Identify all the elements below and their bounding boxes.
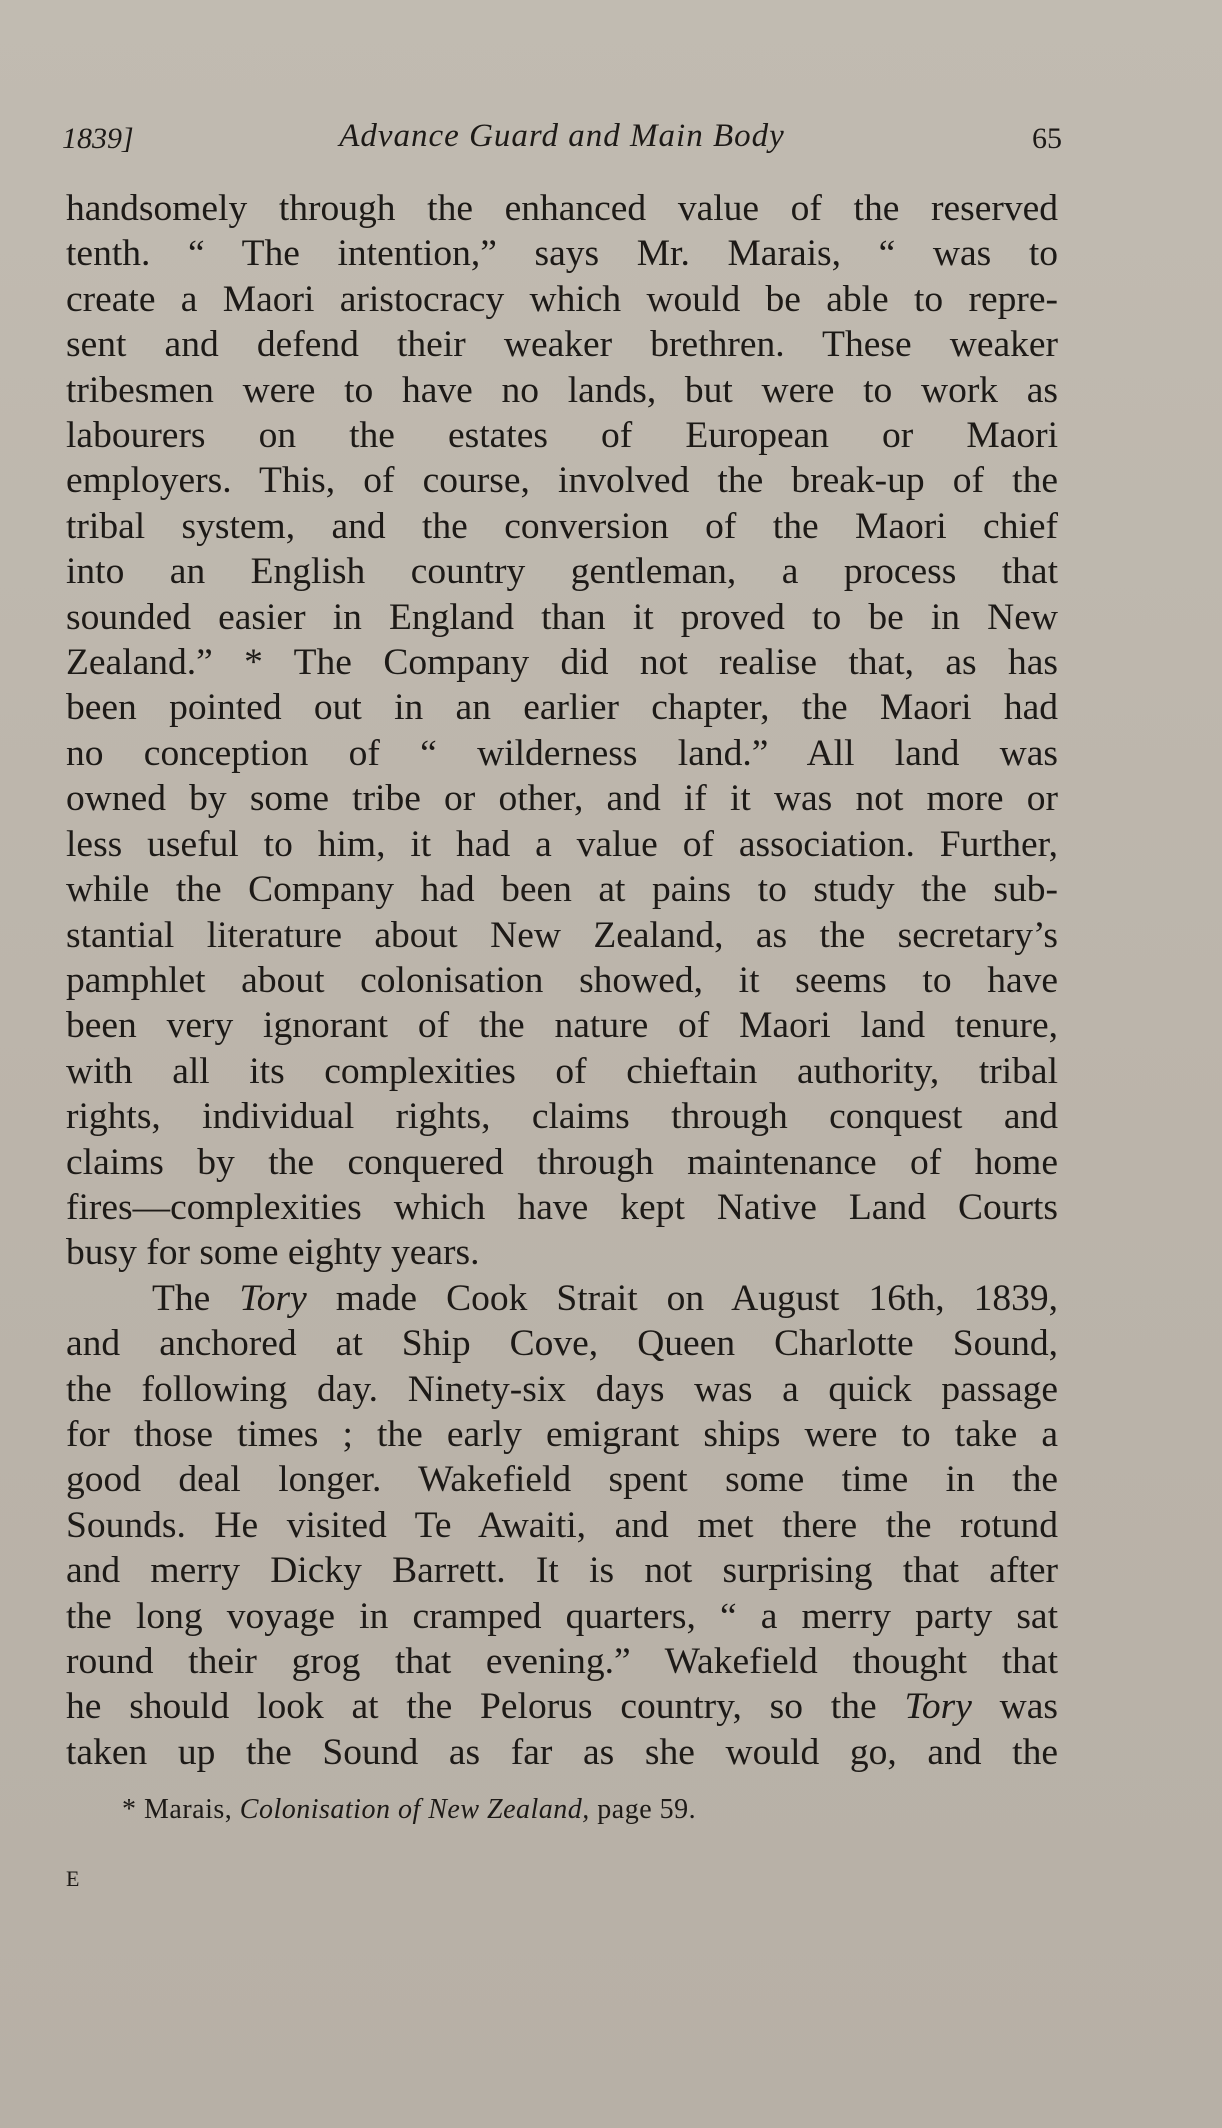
text-line: been very ignorant of the nature of Maori land tenure, (66, 1005, 1058, 1047)
running-head (62, 118, 1062, 168)
text-line (66, 1684, 1058, 1729)
text-line: owned by some tribe or other, and if it was not more or (66, 778, 1058, 820)
text-line: tenth. “ The intention,” says Mr. Marais, “ was to (66, 233, 1058, 275)
text-run: The (152, 1277, 240, 1319)
footnote (122, 1794, 696, 1826)
text-line: Zealand.” * The Company did not realise that, as has (66, 642, 1058, 684)
text-line: claims by the conquered through maintenance of home (66, 1141, 1058, 1183)
text-line (66, 1457, 1058, 1502)
text-line (66, 1730, 1058, 1775)
text-line: fires—complexities which have kept Native Land Courts (66, 1186, 1058, 1228)
text-line: been pointed out in an earlier chapter, the Maori had (66, 687, 1058, 729)
text-run: for those times ; the early emigrant ships were to take a (66, 1413, 1058, 1455)
text-line (66, 1321, 1058, 1366)
text-line (66, 1503, 1058, 1548)
text-run: the following day. Ninety-six days was a quick passage (66, 1368, 1058, 1410)
text-run: and anchored at Ship Cove, Queen Charlotte Sound, (66, 1323, 1058, 1365)
ship-name: Tory (239, 1277, 307, 1319)
running-title: Advance Guard and Main Body (339, 118, 785, 154)
text-line: while the Company had been at pains to study the sub- (66, 869, 1058, 911)
text-run: Sounds. He visited Te Awaiti, and met there the rotund (66, 1504, 1058, 1546)
text-run: the long voyage in cramped quarters, “ a merry party sat (66, 1595, 1058, 1637)
text-run: taken up the Sound as far as she would go, and the (66, 1731, 1058, 1773)
text-line: busy for some eighty years. (66, 1232, 480, 1274)
text-run: he should look at the Pelorus country, so the (66, 1686, 905, 1728)
text-run: made Cook Strait on August 16th, 1839, (306, 1277, 1058, 1319)
text-line: tribal system, and the conversion of the Maori chief (66, 505, 1058, 547)
text-run: good deal longer. Wakefield spent some time in the (66, 1459, 1058, 1501)
signature-mark: E (66, 1866, 80, 1891)
text-line: employers. This, of course, involved the break-up of the (66, 460, 1058, 502)
footnote-page: page 59. (589, 1794, 697, 1825)
paragraph-1 (66, 186, 1058, 1276)
text-line: less useful to him, it had a value of association. Further, (66, 823, 1058, 865)
text-run: round their grog that evening.” Wakefield thought that (66, 1641, 1058, 1682)
text-line: sent and defend their weaker brethren. These weaker (66, 324, 1058, 366)
chapter-year: 1839] (62, 122, 134, 155)
text-line (66, 1367, 1058, 1412)
paragraph-2 (66, 1276, 1058, 1775)
text-line: pamphlet about colonisation showed, it seems to have (66, 959, 1058, 1001)
text-line: into an English country gentleman, a process that (66, 551, 1058, 593)
text-line: sounded easier in England than it proved to be in New (66, 596, 1058, 638)
text-line: handsomely through the enhanced value of the reserved (66, 188, 1058, 229)
text-line: tribesmen were to have no lands, but were to work as (66, 369, 1058, 411)
text-line (66, 1412, 1058, 1457)
text-line: labourers on the estates of European or Maori (66, 415, 1058, 457)
text-line: rights, individual rights, claims through conquest and (66, 1096, 1058, 1138)
footnote-mark: * Marais, (122, 1794, 240, 1825)
text-line (66, 1548, 1058, 1593)
page-number: 65 (1032, 122, 1062, 155)
ship-name: Tory (904, 1686, 972, 1728)
footnote-work-title: Colonisation of New Zealand, (239, 1794, 590, 1825)
text-line: no conception of “ wilderness land.” All land was (66, 732, 1058, 774)
text-run: and merry Dicky Barrett. It is not surprising that after (66, 1550, 1058, 1592)
text-line (66, 1276, 1058, 1321)
text-line: create a Maori aristocracy which would be able to repre- (66, 278, 1058, 320)
text-run: was (971, 1686, 1058, 1728)
text-line (66, 1594, 1058, 1639)
text-line: with all its complexities of chieftain authority, tribal (66, 1050, 1058, 1092)
text-line (66, 1639, 1058, 1684)
body-text (66, 186, 1058, 1775)
text-line: stantial literature about New Zealand, as the secretary’s (66, 914, 1058, 956)
